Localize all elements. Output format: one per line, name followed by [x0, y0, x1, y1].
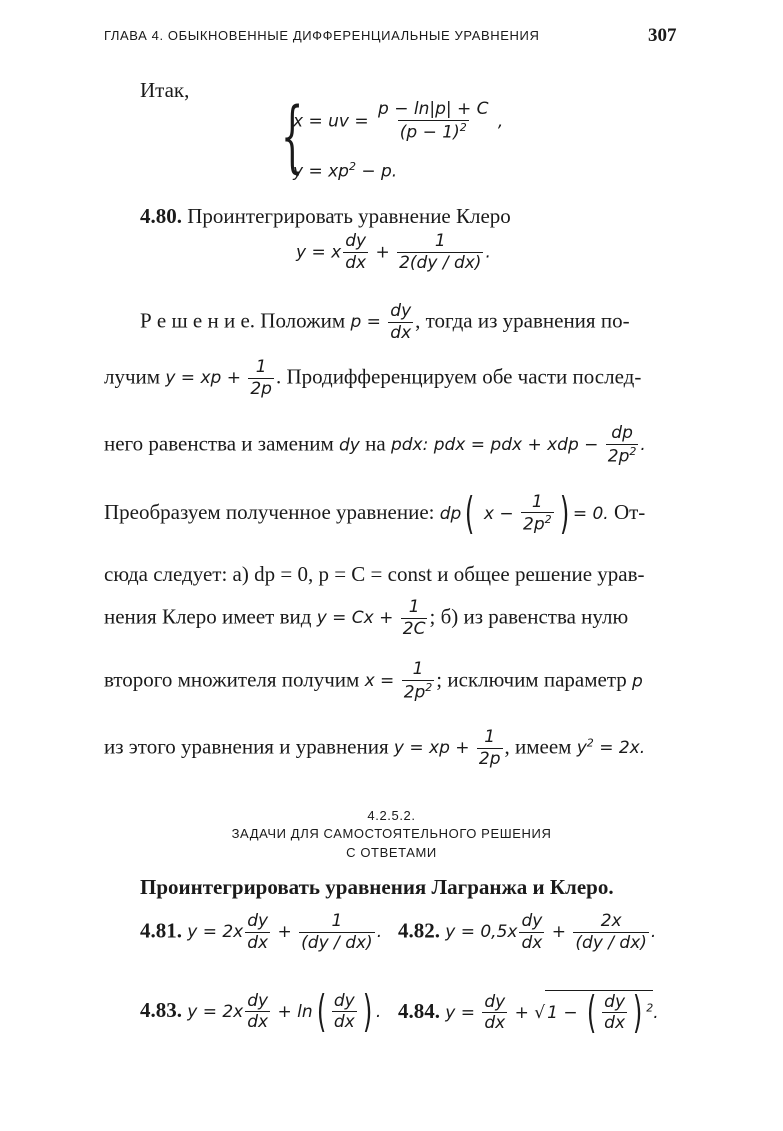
text: dy	[339, 435, 360, 456]
exercise-number: 4.81.	[140, 918, 182, 943]
itak-label: Итак,	[140, 78, 190, 102]
system-eq-y: $y = xp^2 - p$.	[293, 160, 398, 182]
solution-line-5: сюда следует: а) dp = 0, p = C = const и общее решение урав-	[104, 562, 645, 586]
text: Положим	[260, 308, 346, 333]
exercise-481	[140, 912, 382, 953]
text: ; исключим параметр	[436, 667, 627, 692]
solution-line-3	[104, 424, 646, 467]
eq-x-param: x = $\frac{1}{2p^2}$	[364, 659, 433, 703]
solution-line-1	[140, 302, 630, 343]
system-eq-x: x = uv = $\frac{p - \ln|p| + C}{(p - 1)^2}$ ,	[293, 99, 504, 143]
exercise-484-eq: y = $\frac{dy}{dx}$ + √ 1 − ( $\frac{dy}{dx}$ ) $^2$.	[445, 987, 659, 1038]
eq-factored: dp( x − $\frac{1}{2p^2}$ ) = 0.	[439, 488, 609, 539]
text: нения Клеро имеет вид	[104, 604, 312, 629]
eq-p-def: p = $\frac{dy}{dx}$	[350, 301, 412, 343]
solution-line-6	[104, 598, 628, 639]
exercise-number: 4.82.	[398, 918, 440, 943]
text: От-	[613, 500, 646, 524]
problem-480-number: 4.80.	[140, 204, 182, 228]
solution-line-4	[104, 488, 646, 539]
section-number: 4.2.5.2.	[367, 808, 416, 823]
task-heading: Проинтегрировать уравнения Лагранжа и Клеро.	[140, 875, 614, 899]
running-header: ГЛАВА 4. ОБЫКНОВЕННЫЕ ДИФФЕРЕНЦИАЛЬНЫЕ УРАВНЕНИЯ	[104, 28, 540, 43]
section-title-line1: ЗАДАЧИ ДЛЯ САМОСТОЯТЕЛЬНОГО РЕШЕНИЯ	[231, 826, 552, 841]
exercise-482-eq: y = 0,5x $\frac{dy}{dx}$ + $\frac{2x}{(dy / dx)}$ .	[445, 911, 657, 953]
eq-singular-solution: $y^2 = 2x$.	[576, 736, 646, 759]
text: Преобразуем полученное уравнение:	[104, 500, 435, 524]
system-brace: {	[281, 92, 304, 182]
exercise-484	[398, 987, 659, 1038]
exercise-483	[140, 986, 382, 1037]
solution-label: Р е ш е н и е.	[140, 308, 256, 333]
text: , имеем	[504, 734, 572, 759]
exercise-483-eq: y = 2x $\frac{dy}{dx}$ + ln( $\frac{dy}{dx}$ ) .	[187, 986, 382, 1037]
text: из этого уравнения и уравнения	[104, 734, 389, 759]
exercise-481-eq: y = 2x $\frac{dy}{dx}$ + $\frac{1}{(dy / dx)}$ .	[187, 911, 383, 953]
solution-line-2	[104, 358, 641, 399]
clairaut-equation: y = x $\frac{dy}{dx}$ + $\frac{1}{2(dy / dx)}$ .	[296, 231, 491, 273]
eq-y-xp: y = xp + $\frac{1}{2p}$	[165, 357, 272, 399]
eq-general-solution: y = Cx + $\frac{1}{2C}$	[316, 597, 426, 639]
text: . Продифференцируем обе части послед-	[275, 364, 642, 389]
section-title-line2: С ОТВЕТАМИ	[346, 845, 437, 860]
exercise-number: 4.84.	[398, 999, 440, 1023]
text: на	[365, 431, 386, 456]
exercise-482	[398, 912, 656, 953]
text: ; б) из равенства нулю	[429, 604, 629, 629]
text: , тогда из уравнения по-	[415, 308, 630, 333]
solution-line-7	[104, 660, 643, 703]
solution-line-8	[104, 728, 645, 769]
problem-480-text: Проинтегрировать уравнение Клеро	[187, 204, 511, 228]
text: него равенства и заменим	[104, 431, 334, 456]
problem-480-statement	[140, 204, 511, 229]
text: лучим	[104, 364, 161, 389]
eq-differentiated: pdx: pdx = pdx + xdp − $\frac{dp}{2p^2}$ .	[390, 423, 646, 467]
eq-y-xp-2: y = xp + $\frac{1}{2p}$	[393, 727, 501, 769]
text: p	[632, 671, 643, 692]
page-number: 307	[648, 25, 677, 46]
exercise-number: 4.83.	[140, 998, 182, 1022]
text: второго множителя получим	[104, 667, 360, 692]
